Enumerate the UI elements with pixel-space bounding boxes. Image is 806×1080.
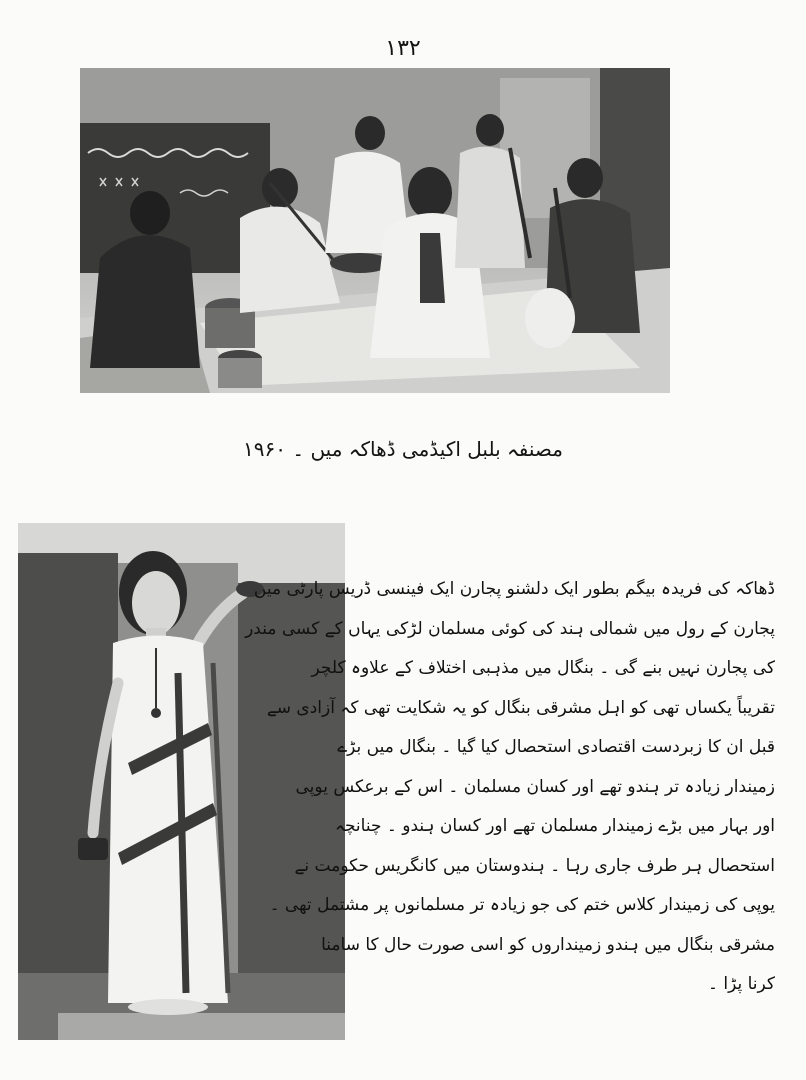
text-line: یوپی کی زمیندار کلاس ختم کی جو زیادہ تر مسلمانوں پر مشتمل تھی ۔ — [269, 895, 775, 915]
text-line: پجارن کے رول میں شمالی ہند کی کوئی مسلمان لڑکی یہاں کے کسی مندر — [245, 618, 775, 639]
photo-music-class-drawing — [80, 68, 670, 393]
page-number: ۱۳۲ — [385, 36, 421, 61]
text-line: زمیندار زیادہ تر ہندو تھے اور کسان مسلمان ۔ اس کے برعکس یوپی — [295, 776, 775, 797]
text-line: استحصال ہر طرف جاری رہا ۔ ہندوستان میں کانگریس حکومت نے — [294, 855, 775, 876]
photo-music-class — [80, 68, 670, 393]
text-line: مشرقی بنگال میں ہندو زمینداروں کو اسی صورت حال کا سامنا — [321, 934, 775, 955]
text-line: قبل ان کا زبردست اقتصادی استحصال کیا گیا ۔ بنگال میں بڑے — [337, 737, 775, 757]
text-line: اور بہار میں بڑے زمیندار مسلمان تھے اور کسان ہندو ۔ چنانچہ — [335, 816, 775, 836]
text-line: تقریباً یکساں تھی کو اہل مشرقی بنگال کو یہ شکایت تھی کہ آزادی سے — [266, 697, 775, 718]
text-line: کی پجارن نہیں بنے گی ۔ بنگال میں مذہبی اختلاف کے علاوہ کلچر — [311, 658, 775, 678]
photo-caption: مصنفہ بلبل اکیڈمی ڈھاکہ میں ۔ ۱۹۶۰ — [243, 437, 563, 461]
text-line: ڈھاکہ کی فریدہ بیگم بطور ایک دلشنو پجارن ایک فینسی ڈریس پارٹی میں — [253, 579, 775, 599]
urdu-body-text — [245, 570, 775, 1005]
text-line: کرنا پڑا ۔ — [708, 974, 775, 994]
